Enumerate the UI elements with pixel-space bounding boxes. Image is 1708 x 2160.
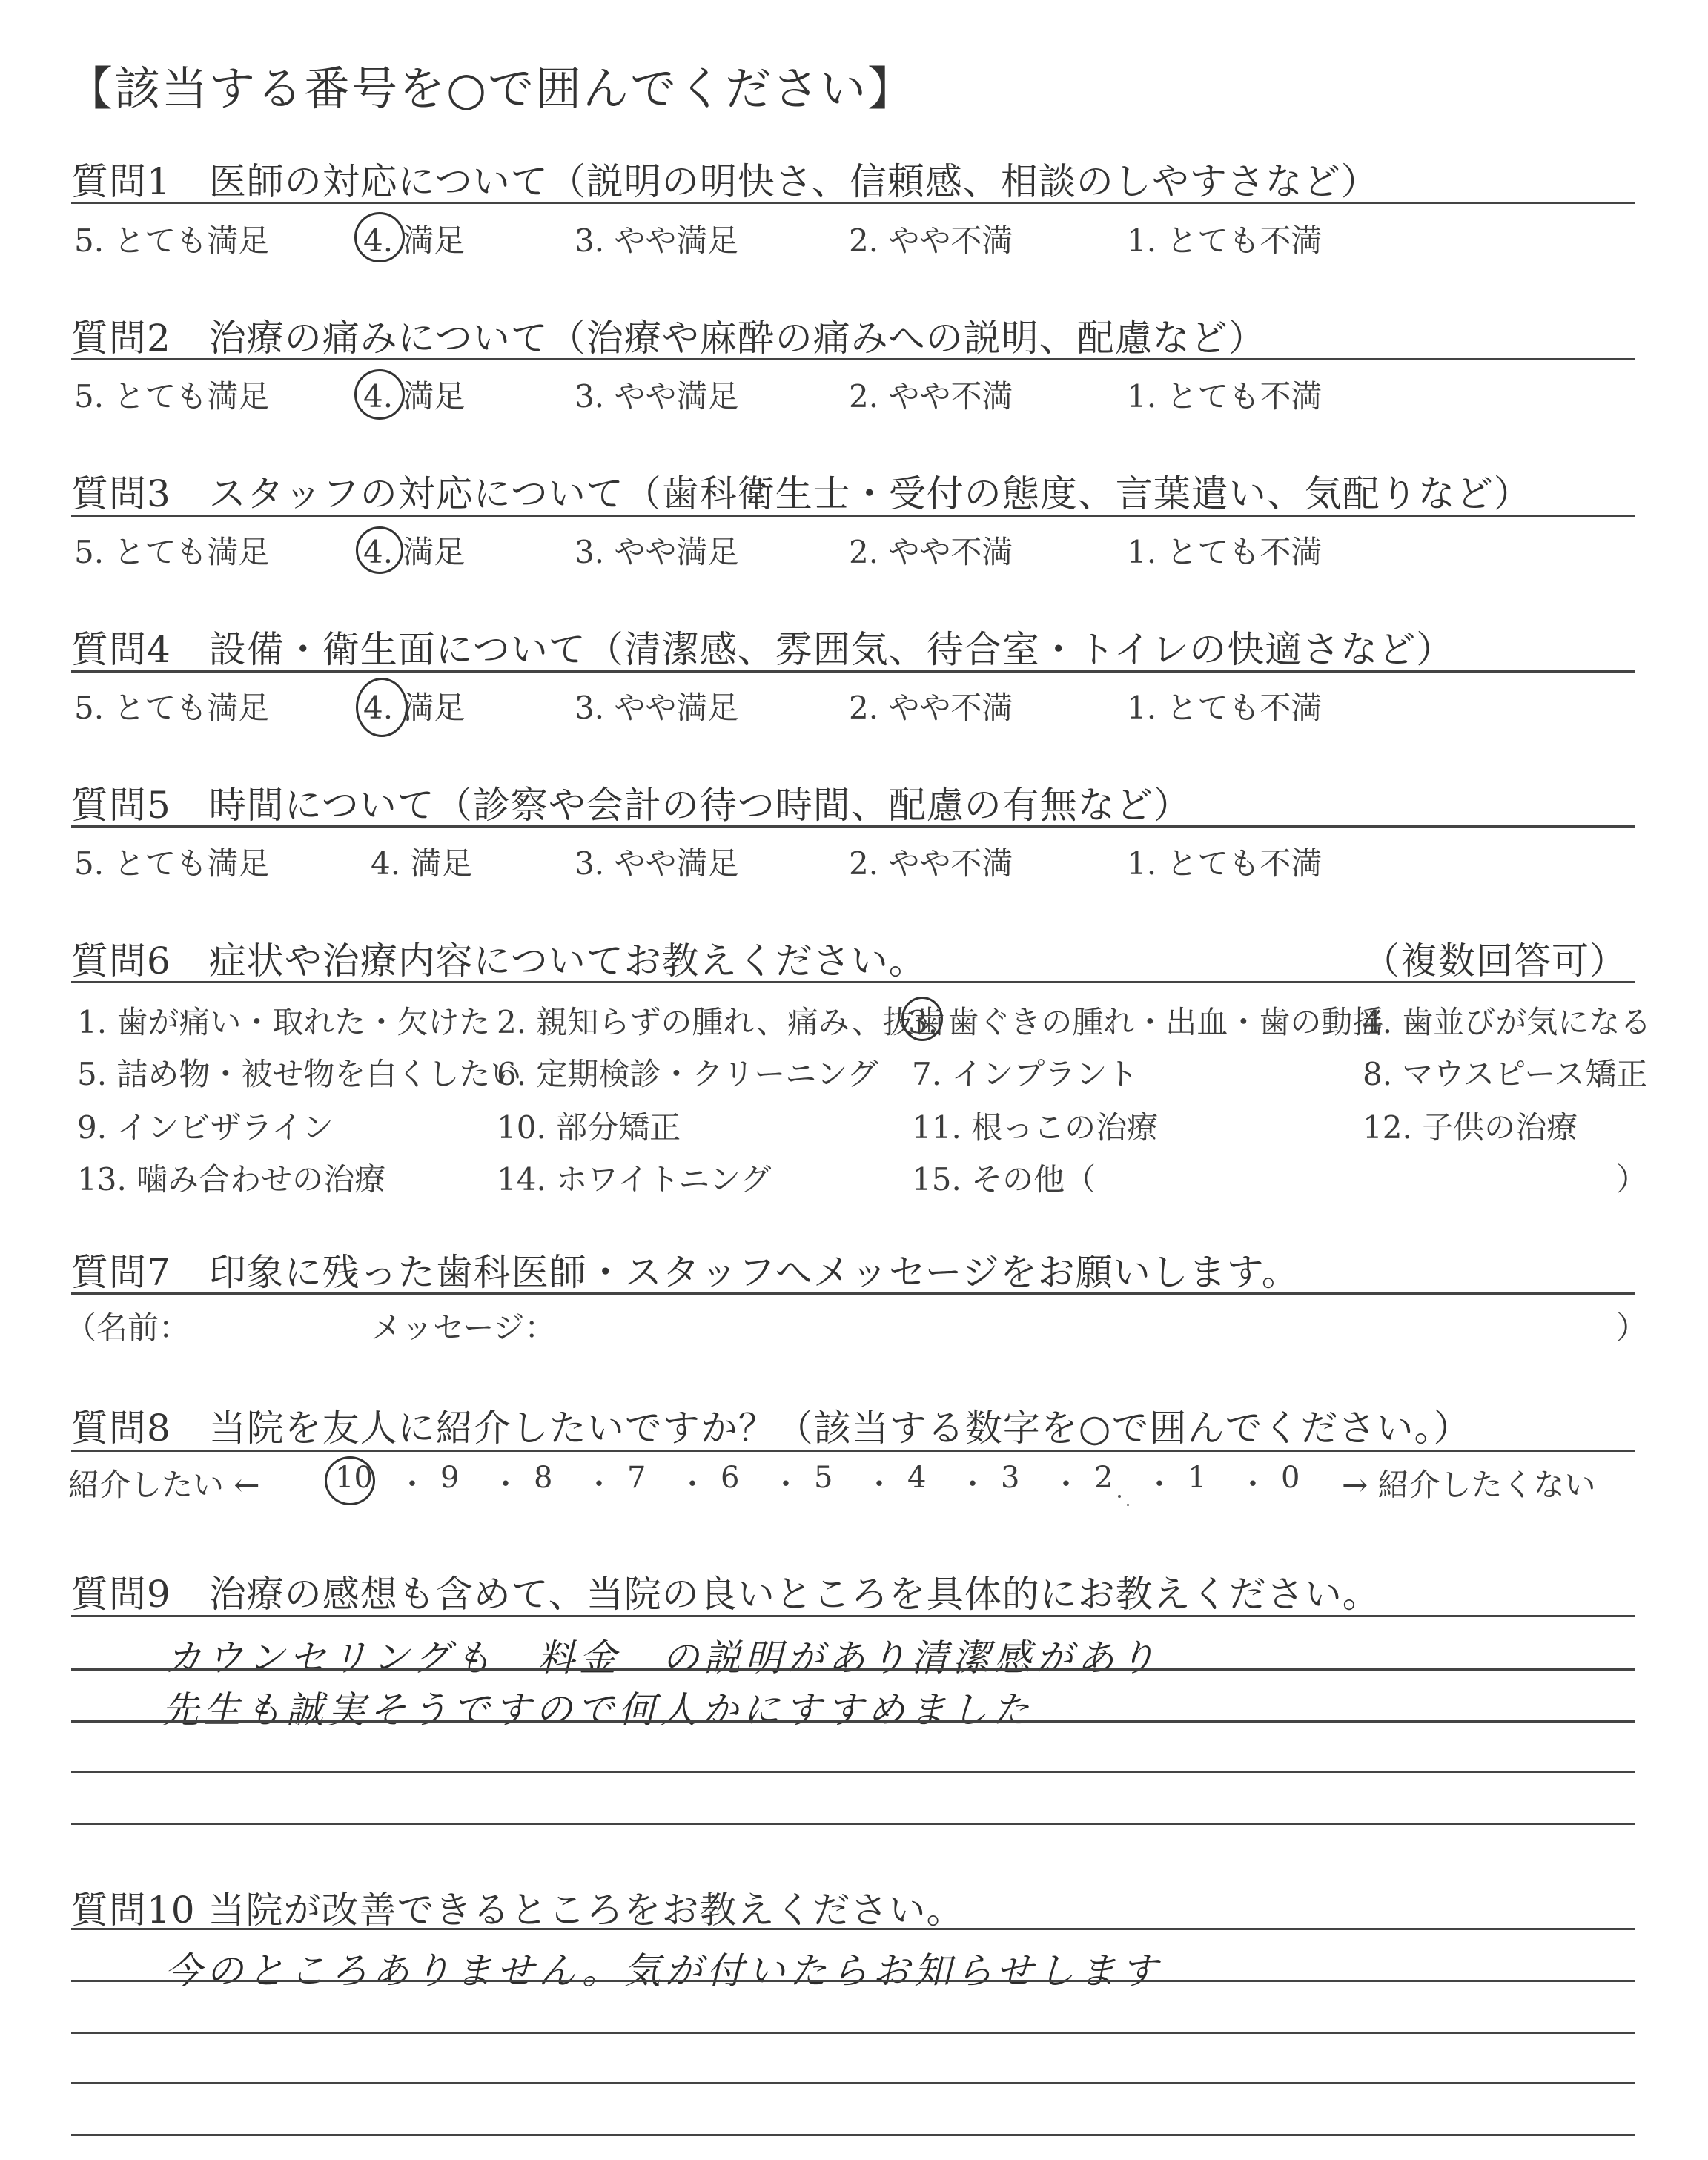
q10-answer-line (71, 2032, 1635, 2034)
q7-close-paren: ） (1616, 1309, 1648, 1346)
q2-answer-circle (354, 369, 405, 420)
q3-rule (71, 515, 1635, 517)
q10-answer-line (71, 2134, 1635, 2136)
q9-handwritten-answer-line-2: 先生も誠実そうですので何人かにすすめました (162, 1688, 1034, 1731)
q4-option-5[interactable]: 5. とても満足 (74, 690, 270, 726)
q8-scale-10[interactable]: 10 (335, 1461, 373, 1495)
q1-answer-circle (354, 212, 405, 262)
form-instruction-header: 【該当する番号を○で囲んでください】 (67, 62, 916, 116)
q8-scale-5[interactable]: 5 (814, 1461, 833, 1495)
q6-option-1[interactable]: 1. 歯が痛い・取れた・欠けた (77, 1004, 491, 1040)
q8-scale-dot: ・ (397, 1467, 427, 1502)
q6-multiple-answer-note: （複数回答可） (1363, 939, 1627, 982)
q1-option-4[interactable]: 4. 満足 (363, 222, 466, 259)
q8-title: 質問8 当院を友人に紹介したいですか？（該当する数字を○で囲んでください。） (71, 1407, 1472, 1450)
q10-title: 質問10 当院が改善できるところをお教えください。 (71, 1889, 964, 1932)
q8-scale-3[interactable]: 3 (1001, 1461, 1020, 1495)
q9-title: 質問9 治療の感想も含めて、当院の良いところを具体的にお教えください。 (71, 1573, 1380, 1616)
q2-option-4[interactable]: 4. 満足 (363, 378, 466, 415)
q1-option-2[interactable]: 2. やや不満 (849, 222, 1013, 259)
q6-option-5[interactable]: 5. 詰め物・被せ物を白くしたい (77, 1056, 522, 1092)
q3-answer-circle (356, 526, 403, 574)
stray-pen-mark (1118, 1495, 1121, 1498)
q6-option-3[interactable]: 3. 歯ぐきの腫れ・出血・歯の動揺 (908, 1004, 1384, 1040)
q6-option-14[interactable]: 14. ホワイトニング (497, 1161, 772, 1198)
q6-title: 質問6 症状や治療内容についてお教えください。 (71, 939, 927, 982)
q2-option-5[interactable]: 5. とても満足 (74, 378, 270, 415)
q6-option-13[interactable]: 13. 噛み合わせの治療 (77, 1161, 386, 1198)
q8-scale-dot: ・ (864, 1467, 894, 1502)
q10-answer-line (71, 1980, 1635, 1982)
q1-option-1[interactable]: 1. とても不満 (1127, 222, 1323, 259)
q8-scale-dot: ・ (491, 1467, 520, 1502)
q9-answer-line (71, 1823, 1635, 1825)
q7-message-label: メッセージ： (371, 1309, 556, 1346)
q3-option-1[interactable]: 1. とても不満 (1127, 534, 1323, 570)
q8-left-label: 紹介したい ← (68, 1467, 260, 1503)
q2-title: 質問2 治療の痛みについて（治療や麻酔の痛みへの説明、配慮など） (71, 317, 1266, 360)
q6-rule (71, 981, 1635, 983)
q2-option-3[interactable]: 3. やや満足 (575, 378, 739, 415)
q5-option-4[interactable]: 4. 満足 (371, 845, 473, 882)
q6-option-6[interactable]: 6. 定期検診・クリーニング (497, 1056, 878, 1092)
q8-rule (71, 1450, 1635, 1452)
q8-scale-4[interactable]: 4 (907, 1461, 927, 1495)
q6-option-7[interactable]: 7. インプラント (912, 1056, 1139, 1092)
q6-option-11[interactable]: 11. 根っこの治療 (912, 1109, 1159, 1146)
q10-handwritten-answer-line-1: 今のところありません。気が付いたらお知らせします (165, 1949, 1162, 1992)
q8-scale-0[interactable]: 0 (1281, 1461, 1300, 1495)
q9-handwritten-answer-line-1: カウンセリングも 料金 の説明があり清潔感があり (165, 1636, 1160, 1680)
q9-answer-line (71, 1668, 1635, 1671)
q3-option-5[interactable]: 5. とても満足 (74, 534, 270, 570)
stray-pen-mark (1127, 1504, 1129, 1506)
q4-rule (71, 670, 1635, 673)
q8-scale-dot: ・ (584, 1467, 614, 1502)
q8-scale-dot: ・ (1238, 1467, 1268, 1502)
q3-option-4[interactable]: 4. 満足 (363, 534, 466, 570)
q8-scale-dot: ・ (1051, 1467, 1081, 1502)
q4-answer-circle (356, 678, 408, 737)
q6-option-8[interactable]: 8. マウスピース矯正 (1363, 1056, 1648, 1092)
q2-option-2[interactable]: 2. やや不満 (849, 378, 1013, 415)
q4-option-1[interactable]: 1. とても不満 (1127, 690, 1323, 726)
q9-answer-line (71, 1771, 1635, 1773)
q8-right-label: → 紹介したくない (1342, 1467, 1596, 1503)
q6-option-12[interactable]: 12. 子供の治療 (1363, 1109, 1578, 1146)
q1-title: 質問1 医師の対応について（説明の明快さ、信頼感、相談のしやすさなど） (71, 160, 1379, 203)
q5-rule (71, 825, 1635, 828)
q3-option-3[interactable]: 3. やや満足 (575, 534, 739, 570)
q7-name-label: （名前： (65, 1309, 191, 1346)
q8-scale-2[interactable]: 2 (1094, 1461, 1113, 1495)
q6-option-2[interactable]: 2. 親知らずの腫れ、痛み、抜歯 (497, 1004, 945, 1040)
q4-option-4[interactable]: 4. 満足 (363, 690, 466, 726)
q2-rule (71, 358, 1635, 360)
q6-option-4[interactable]: 4. 歯並びが気になる (1363, 1004, 1652, 1040)
q3-option-2[interactable]: 2. やや不満 (849, 534, 1013, 570)
q3-title: 質問3 スタッフの対応について（歯科衛生士・受付の態度、言葉遣い、気配りなど） (71, 472, 1532, 515)
q7-rule (71, 1292, 1635, 1295)
q5-option-1[interactable]: 1. とても不満 (1127, 845, 1323, 882)
q6-option-10[interactable]: 10. 部分矯正 (497, 1109, 681, 1146)
q1-option-5[interactable]: 5. とても満足 (74, 222, 270, 259)
q9-rule (71, 1615, 1635, 1617)
q4-title: 質問4 設備・衛生面について（清潔感、雰囲気、待合室・トイレの快適さなど） (71, 628, 1454, 671)
q5-option-5[interactable]: 5. とても満足 (74, 845, 270, 882)
q4-option-3[interactable]: 3. やや満足 (575, 690, 739, 726)
q8-scale-dot: ・ (958, 1467, 987, 1502)
q6-other-close-paren: ） (1616, 1161, 1648, 1198)
q6-option-15[interactable]: 15. その他（ (912, 1161, 1096, 1198)
q2-option-1[interactable]: 1. とても不満 (1127, 378, 1323, 415)
q8-scale-dot: ・ (678, 1467, 707, 1502)
q10-answer-line (71, 2082, 1635, 2084)
q8-scale-8[interactable]: 8 (534, 1461, 553, 1495)
q4-option-2[interactable]: 2. やや不満 (849, 690, 1013, 726)
q6-answer-circle (901, 997, 943, 1041)
q8-scale-9[interactable]: 9 (440, 1461, 460, 1495)
q5-title: 質問5 時間について（診察や会計の待つ時間、配慮の有無など） (71, 784, 1191, 827)
q9-answer-line (71, 1720, 1635, 1723)
q1-option-3[interactable]: 3. やや満足 (575, 222, 739, 259)
q8-scale-1[interactable]: 1 (1188, 1461, 1207, 1495)
q8-scale-dot: ・ (1145, 1467, 1174, 1502)
q10-rule (71, 1928, 1635, 1930)
q8-scale-6[interactable]: 6 (721, 1461, 740, 1495)
q1-rule (71, 202, 1635, 204)
q6-option-9[interactable]: 9. インビザライン (77, 1109, 334, 1146)
q7-title: 質問7 印象に残った歯科医師・スタッフへメッセージをお願いします。 (71, 1251, 1300, 1294)
q8-answer-circle (325, 1456, 375, 1505)
q5-option-2[interactable]: 2. やや不満 (849, 845, 1013, 882)
q8-scale-dot: ・ (771, 1467, 801, 1502)
q5-option-3[interactable]: 3. やや満足 (575, 845, 739, 882)
q8-scale-7[interactable]: 7 (627, 1461, 646, 1495)
